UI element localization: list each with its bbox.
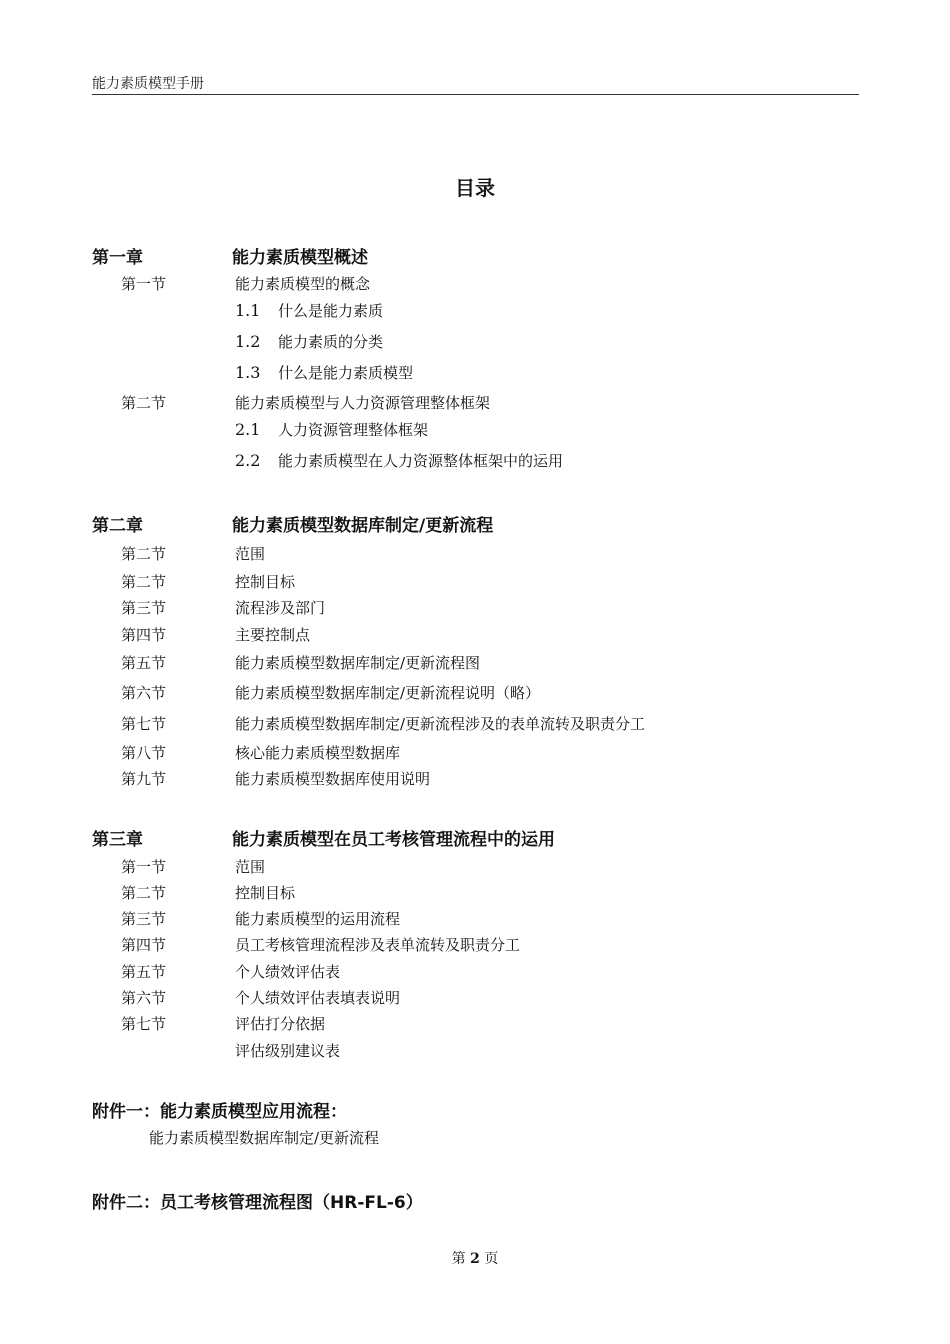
toc-title: 目录 bbox=[455, 176, 495, 200]
section-label: 第六节 bbox=[121, 989, 167, 1007]
subsection-item bbox=[235, 331, 383, 352]
section-title: 能力素质模型数据库制定/更新流程涉及的表单流转及职责分工 bbox=[235, 715, 646, 733]
section-label: 第七节 bbox=[121, 1015, 167, 1033]
subsection-title: 能力素质模型在人力资源整体框架中的运用 bbox=[278, 452, 564, 470]
section-title: 范围 bbox=[235, 858, 266, 876]
subsection-number: 1.1 bbox=[235, 301, 261, 320]
section-title: 能力素质模型数据库制定/更新流程图 bbox=[235, 654, 481, 672]
section-title: 评估级别建议表 bbox=[235, 1042, 341, 1060]
chapter-label: 第三章 bbox=[92, 830, 143, 850]
section-title: 核心能力素质模型数据库 bbox=[235, 744, 401, 762]
section-label: 第八节 bbox=[121, 744, 167, 762]
section-label: 第七节 bbox=[121, 715, 167, 733]
chapter-label: 第二章 bbox=[92, 516, 143, 536]
section-title: 范围 bbox=[235, 545, 266, 563]
section-title: 能力素质模型数据库制定/更新流程说明（略） bbox=[235, 684, 541, 702]
page-header bbox=[92, 74, 859, 95]
section-title: 主要控制点 bbox=[235, 626, 311, 644]
section-title: 个人绩效评估表 bbox=[235, 963, 341, 981]
appendix-title: 附件一：能力素质模型应用流程： bbox=[92, 1102, 347, 1122]
subsection-title: 什么是能力素质模型 bbox=[278, 364, 414, 382]
chapter-label: 第一章 bbox=[92, 248, 143, 268]
subsection-title: 人力资源管理整体框架 bbox=[278, 421, 429, 439]
section-title: 评估打分依据 bbox=[235, 1015, 326, 1033]
subsection-title: 能力素质的分类 bbox=[278, 333, 384, 351]
section-title: 员工考核管理流程涉及表单流转及职责分工 bbox=[235, 936, 521, 954]
section-label: 第二节 bbox=[121, 545, 167, 563]
section-label: 第六节 bbox=[121, 684, 167, 702]
section-title: 能力素质模型的运用流程 bbox=[235, 910, 401, 928]
subsection-number: 2.1 bbox=[235, 420, 261, 439]
appendix-title: 附件二：员工考核管理流程图（HR-FL-6） bbox=[92, 1193, 423, 1213]
page-number: 2 bbox=[470, 1251, 480, 1267]
section-label: 第二节 bbox=[121, 573, 167, 591]
subsection-item bbox=[235, 419, 428, 440]
section-label: 第三节 bbox=[121, 599, 167, 617]
appendix-item: 能力素质模型数据库制定/更新流程 bbox=[149, 1129, 380, 1147]
section-title: 个人绩效评估表填表说明 bbox=[235, 989, 401, 1007]
page-suffix: 页 bbox=[484, 1251, 499, 1267]
page-prefix: 第 bbox=[451, 1251, 466, 1267]
subsection-number: 1.3 bbox=[235, 363, 261, 382]
section-label: 第一节 bbox=[121, 275, 167, 293]
section-label: 第九节 bbox=[121, 770, 167, 788]
chapter-title: 能力素质模型在员工考核管理流程中的运用 bbox=[232, 830, 555, 850]
section-label: 第四节 bbox=[121, 936, 167, 954]
section-label: 第二节 bbox=[121, 394, 167, 412]
section-label: 第五节 bbox=[121, 654, 167, 672]
subsection-item bbox=[235, 362, 413, 383]
chapter-title: 能力素质模型概述 bbox=[232, 248, 368, 268]
section-title: 控制目标 bbox=[235, 573, 296, 591]
section-label: 第五节 bbox=[121, 963, 167, 981]
section-label: 第二节 bbox=[121, 884, 167, 902]
section-label: 第一节 bbox=[121, 858, 167, 876]
chapter-title: 能力素质模型数据库制定/更新流程 bbox=[232, 516, 494, 536]
section-title: 能力素质模型与人力资源管理整体框架 bbox=[235, 394, 491, 412]
subsection-number: 1.2 bbox=[235, 332, 261, 351]
section-title: 能力素质模型数据库使用说明 bbox=[235, 770, 431, 788]
section-title: 流程涉及部门 bbox=[235, 599, 326, 617]
header-title: 能力素质模型手册 bbox=[92, 76, 204, 92]
section-label: 第三节 bbox=[121, 910, 167, 928]
section-title: 控制目标 bbox=[235, 884, 296, 902]
section-title: 能力素质模型的概念 bbox=[235, 275, 371, 293]
section-label: 第四节 bbox=[121, 626, 167, 644]
subsection-item bbox=[235, 450, 563, 471]
subsection-item bbox=[235, 300, 383, 321]
subsection-title: 什么是能力素质 bbox=[278, 302, 384, 320]
subsection-number: 2.2 bbox=[235, 451, 261, 470]
page-footer bbox=[0, 1248, 950, 1268]
